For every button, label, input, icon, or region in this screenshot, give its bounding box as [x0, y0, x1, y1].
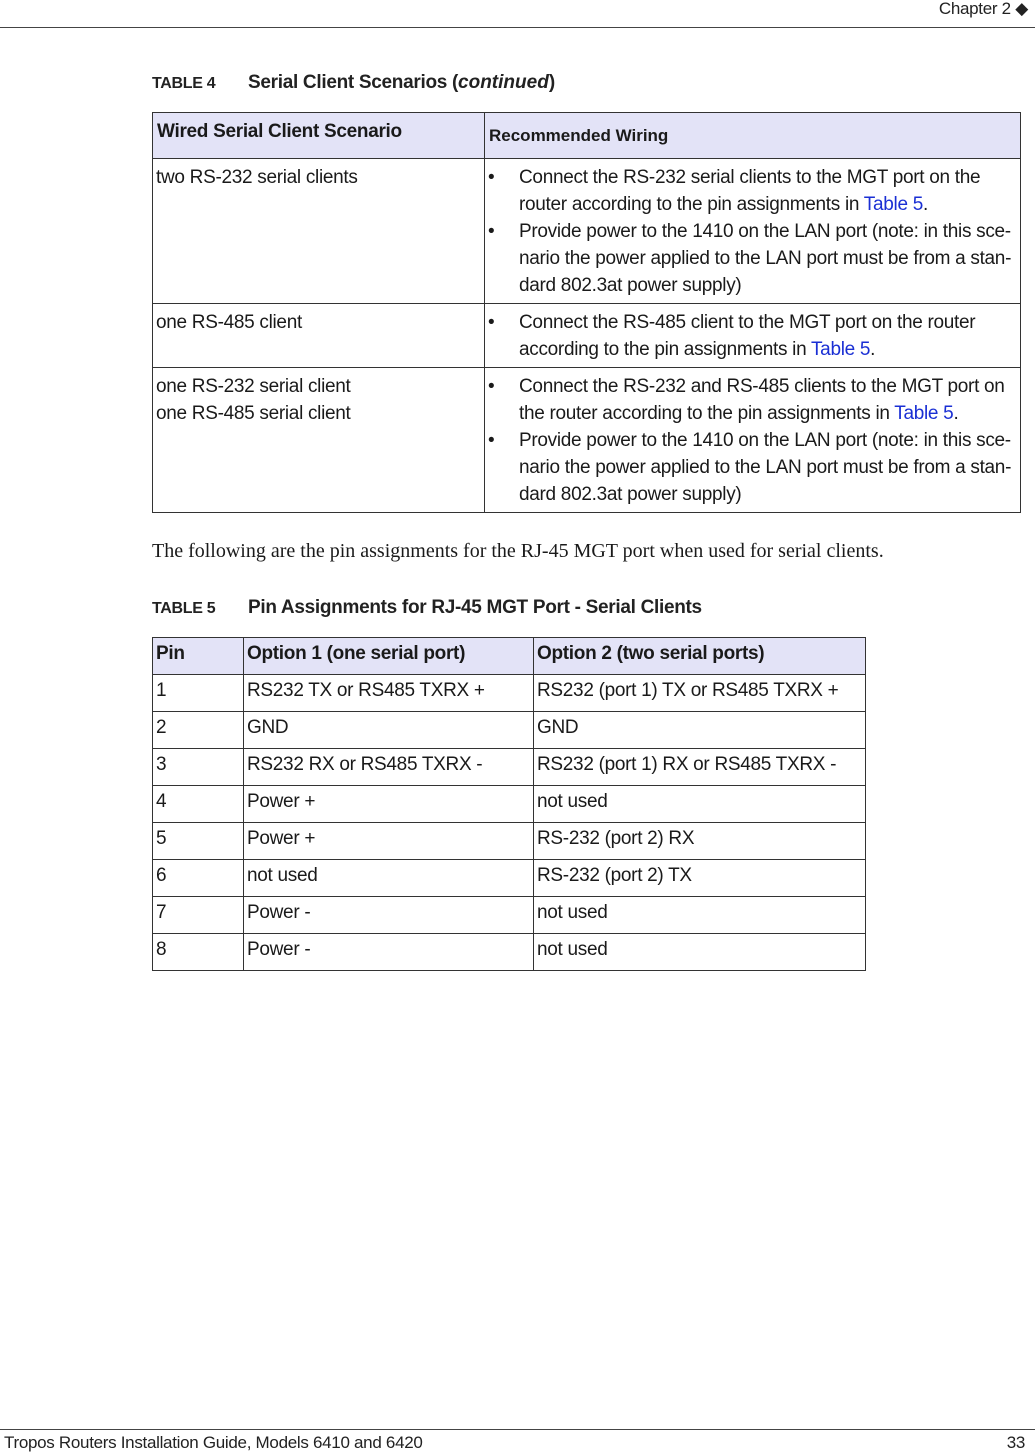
table5-link[interactable]: Table 5 — [894, 403, 954, 424]
bullet-punctuation: . — [922, 194, 928, 215]
option1-cell: GND — [244, 712, 534, 749]
wiring-bullet — [488, 309, 1017, 363]
scenario-line: one RS-485 client — [156, 312, 302, 333]
bullet-marker: • — [488, 312, 495, 333]
table4-caption — [152, 72, 555, 94]
serial-client-scenarios-table — [152, 112, 1021, 513]
wiring-bullet — [488, 427, 1017, 508]
wiring-bullet — [488, 164, 1017, 218]
pin-cell: 3 — [153, 749, 244, 786]
table5-header-option1: Option 1 (one serial port) — [244, 638, 534, 675]
table5-label: TABLE 5 — [152, 600, 216, 617]
table4-title: Serial Client Scenarios ( — [248, 72, 459, 93]
table5-row — [153, 897, 866, 934]
pin-cell: 1 — [153, 675, 244, 712]
bullet-marker: • — [488, 430, 495, 451]
table5-title: Pin Assignments for RJ-45 MGT Port - Serial Clients — [248, 597, 702, 618]
table4-row — [153, 304, 1021, 368]
option2-cell: RS-232 (port 2) TX — [534, 860, 866, 897]
option1-cell: Power + — [244, 823, 534, 860]
table4-label: TABLE 4 — [152, 75, 216, 92]
table4-header-scenario: Wired Serial Client Scenario — [153, 113, 485, 159]
bullet-marker: • — [488, 376, 495, 397]
option2-cell: not used — [534, 786, 866, 823]
table5-header-pin: Pin — [153, 638, 244, 675]
pin-cell: 2 — [153, 712, 244, 749]
bullet-text: Connect the RS-485 client to the MGT port on the router according to the pin assignments in — [519, 312, 976, 360]
table4-row — [153, 368, 1021, 513]
page-footer — [0, 1429, 1035, 1455]
bullet-text: Provide power to the 1410 on the LAN port (note: in this sce-nario the power applied to the LAN port must be from a stan-dard 802.3at power supply) — [519, 221, 1012, 296]
option1-cell: Power - — [244, 897, 534, 934]
table5-row — [153, 749, 866, 786]
scenario-cell — [153, 368, 485, 513]
option2-cell: GND — [534, 712, 866, 749]
wiring-bullet — [488, 218, 1017, 299]
page-header — [0, 0, 1035, 28]
table5-header-row — [153, 638, 866, 675]
table4-title-italic: continued — [458, 72, 549, 93]
table5-row — [153, 823, 866, 860]
bullet-marker: • — [488, 221, 495, 242]
table5-caption — [152, 597, 702, 619]
bullet-punctuation: . — [953, 403, 959, 424]
table5-row — [153, 712, 866, 749]
option2-cell: RS232 (port 1) TX or RS485 TXRX + — [534, 675, 866, 712]
option2-cell: RS-232 (port 2) RX — [534, 823, 866, 860]
table5-row — [153, 934, 866, 971]
table4-title-end: ) — [548, 72, 555, 93]
wiring-cell — [485, 304, 1021, 368]
pin-cell: 4 — [153, 786, 244, 823]
scenario-line: one RS-485 serial client — [156, 403, 351, 424]
chapter-label: Chapter 2 ◆ — [938, 0, 1028, 18]
option1-cell: Power - — [244, 934, 534, 971]
table4-row — [153, 159, 1021, 304]
scenario-cell — [153, 159, 485, 304]
bullet-text: Connect the RS-232 and RS-485 clients to the MGT port on the router according to the pin assignments in — [519, 376, 1005, 424]
table4-header-row — [153, 113, 1021, 159]
table5-link[interactable]: Table 5 — [810, 339, 871, 360]
table5-header-option2: Option 2 (two serial ports) — [534, 638, 866, 675]
option1-cell: RS232 RX or RS485 TXRX - — [244, 749, 534, 786]
bullet-marker: • — [488, 167, 495, 188]
pin-cell: 6 — [153, 860, 244, 897]
wiring-cell — [485, 159, 1021, 304]
scenario-line: two RS-232 serial clients — [156, 167, 358, 188]
page-number: 33 — [1006, 1433, 1025, 1452]
option2-cell: RS232 (port 1) RX or RS485 TXRX - — [534, 749, 866, 786]
pin-assignments-table — [152, 637, 866, 971]
table5-link[interactable]: Table 5 — [863, 194, 923, 215]
option1-cell: not used — [244, 860, 534, 897]
option2-cell: not used — [534, 897, 866, 934]
option1-cell: Power + — [244, 786, 534, 823]
scenario-line: one RS-232 serial client — [156, 376, 351, 397]
bullet-punctuation: . — [870, 339, 876, 360]
wiring-bullet — [488, 373, 1017, 427]
option2-cell: not used — [534, 934, 866, 971]
pin-cell: 5 — [153, 823, 244, 860]
table5-row — [153, 860, 866, 897]
pin-cell: 7 — [153, 897, 244, 934]
table5-row — [153, 786, 866, 823]
intro-paragraph: The following are the pin assignments for the RJ-45 MGT port when used for serial clients. — [152, 540, 884, 562]
scenario-cell — [153, 304, 485, 368]
table4-header-wiring: Recommended Wiring — [485, 113, 1021, 159]
bullet-text: Provide power to the 1410 on the LAN port (note: in this sce-nario the power applied to the LAN port must be from a stan-dard 802.3at power supply) — [519, 430, 1012, 505]
table5-row — [153, 675, 866, 712]
footer-title: Tropos Routers Installation Guide, Models 6410 and 6420 — [4, 1433, 423, 1452]
option1-cell: RS232 TX or RS485 TXRX + — [244, 675, 534, 712]
bullet-text: Connect the RS-232 serial clients to the MGT port on the router according to the pin assignments in — [519, 167, 981, 215]
wiring-cell — [485, 368, 1021, 513]
pin-cell: 8 — [153, 934, 244, 971]
